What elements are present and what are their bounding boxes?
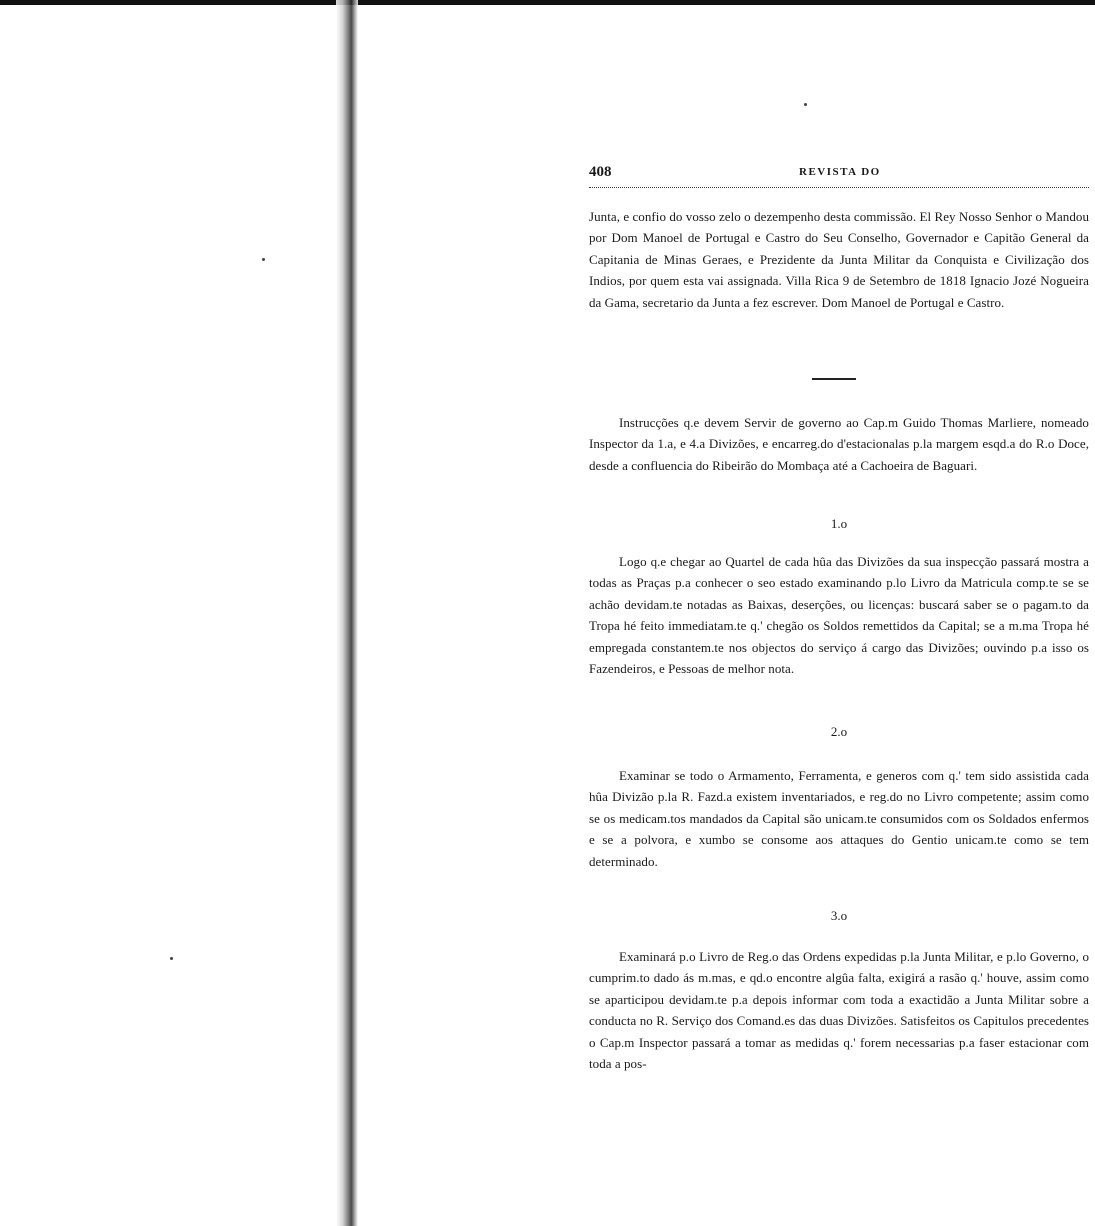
scan-speck (262, 258, 265, 261)
article-number-3: 3.o (830, 908, 848, 923)
page-number: 408 (589, 164, 612, 180)
article-number-2: 2.o (830, 724, 848, 739)
header-rule (589, 187, 1089, 188)
article-1-paragraph: Logo q.e chegar ao Quartel de cada hûa das Divizões da sua inspecção passará mostra a todas as Praças p.a conhecer o seo estado examinando p.lo Livro da Matricula comp.te se se achão devidam.te notadas as Baixas, deserções, ou licenças: buscará saber se o pagam.to da Tropa hé feito immediatam.te q.' chegão os Soldos remettidos da Capital; se a m.ma Tropa hé empregada constantem.te nos objectos do serviço á cargo das Divizões; ouvindo p.a isso os Fazendeiros, e Pessoas de melhor nota. (589, 554, 1089, 677)
instructions-heading-paragraph: Instrucções q.e devem Servir de governo ao Cap.m Guido Thomas Marliere, nomeado Inspector da 1.a, e 4.a Divizões, e encarreg.do d'estacionalas p.la margem esqd.a do R.o Doce, desde a confluencia do Ribeirão do Mombaça até a Cachoeira de Baguari. (589, 415, 1089, 473)
page-header (589, 164, 1089, 188)
running-head: REVISTA DO (799, 166, 881, 178)
scan-speck (170, 957, 173, 960)
article-2-paragraph: Examinar se todo o Armamento, Ferramenta, e generos com q.' tem sido assistida cada hûa Divizão p.la R. Fazd.a existem inventariados, e reg.do no Livro competente; assim como se os medicam.tos mandados da Capital são unicam.te consumidos com os Soldados enfermos e se a polvora, e xumbo se consome aos attaques do Gentio unicam.te como se tem determinado. (589, 768, 1089, 869)
scan-speck (804, 103, 807, 106)
book-spine-shadow (336, 0, 358, 1226)
article-number-1: 1.o (830, 516, 848, 531)
scan-top-edge (0, 0, 1095, 5)
article-3-paragraph: Examinará p.o Livro de Reg.o das Ordens expedidas p.la Junta Militar, e p.lo Governo, o cumprim.to dado ás m.mas, e qd.o encontre algûa falta, exigirá a rasão q.' houve, assim como se aparticipou devidam.te p.a depois informar com toda a exactidão a Junta Militar sobre a conducta no R. Serviço dos Comand.es das duas Divizões. Satisfeitos os Capitulos precedentes o Cap.m Inspector passará a tomar as medidas q.' forem necessarias p.a faser estacionar com toda a pos- (589, 949, 1089, 1072)
closing-paragraph: Junta, e confio do vosso zelo o dezempenho desta commissão. El Rey Nosso Senhor o Mandou por Dom Manoel de Portugal e Castro do Seu Conselho, Governador e Capitão General da Capitania de Minas Geraes, e Prezidente da Junta Militar da Conquista e Civilização dos Indios, por quem esta vai assignada. Villa Rica 9 de Setembro de 1818 Ignacio Jozé Nogueira da Gama, secretario da Junta a fez escrever. Dom Manoel de Portugal e Castro. (589, 209, 1089, 310)
section-separator (812, 378, 856, 380)
